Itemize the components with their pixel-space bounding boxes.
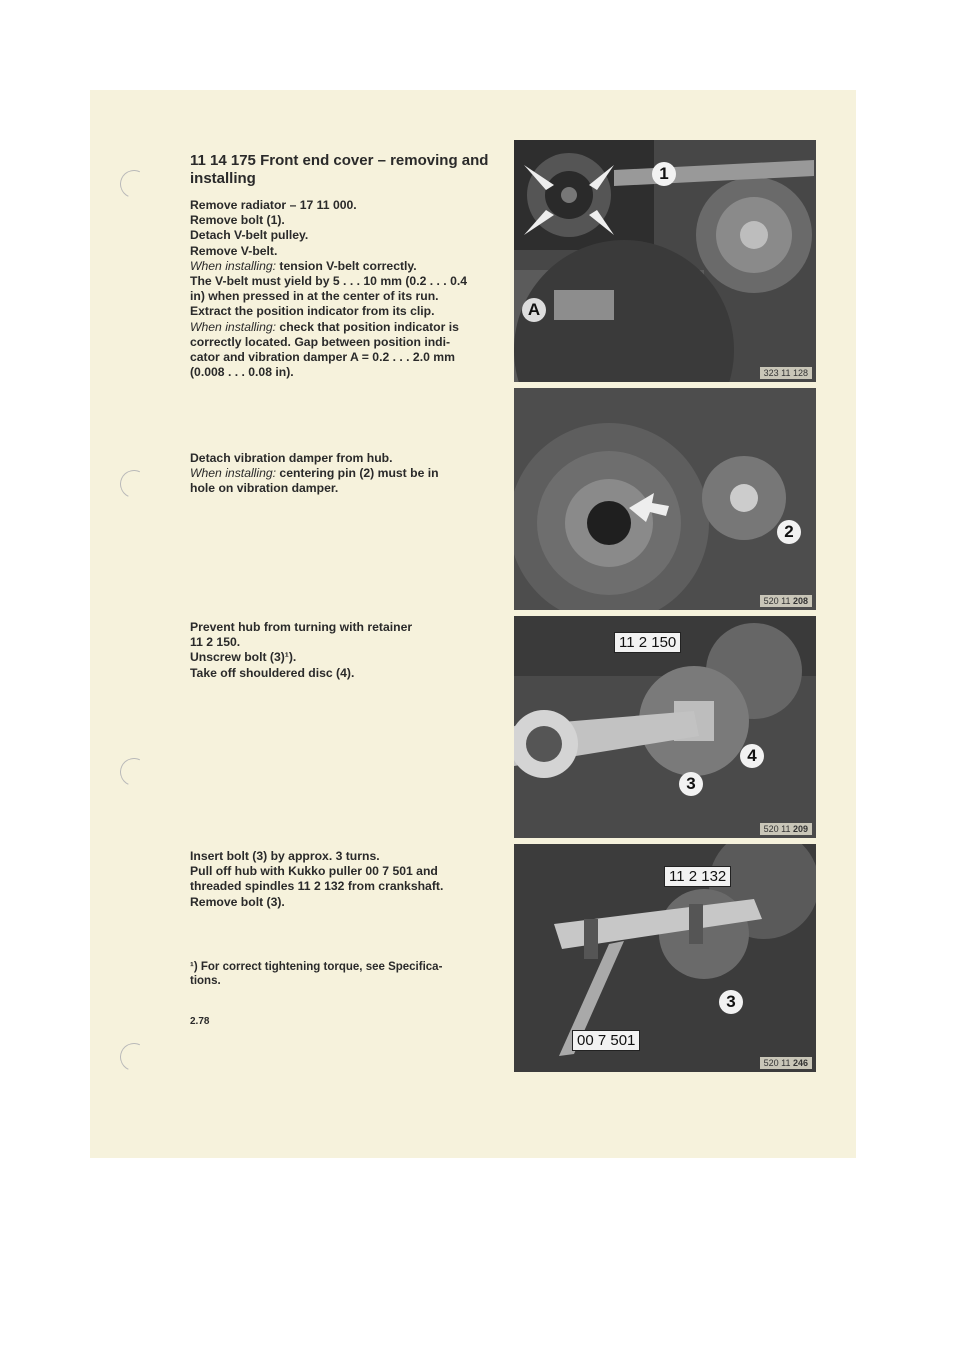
engine-photo-illustration (514, 388, 816, 610)
photo-code: 323 11 128 (760, 367, 812, 379)
photo-code: 520 11 246 (760, 1057, 812, 1069)
callout-a: A (522, 298, 546, 322)
photo-hub-retainer (514, 616, 816, 838)
callout-3: 3 (679, 772, 703, 796)
callout-3: 3 (719, 990, 743, 1014)
install-note-label: When installing: (190, 258, 277, 273)
text-line (190, 259, 502, 274)
footnote (190, 960, 502, 988)
text-line (190, 320, 502, 335)
text-line: hole on vibration damper. (190, 481, 339, 496)
section-title: 11 14 175 Front end cover – removing and installing (190, 152, 489, 187)
install-note-label: When installing: (190, 466, 277, 481)
tool-label: 11 2 132 (664, 866, 731, 887)
text-line: threaded spindles 11 2 132 from crankshaft. (190, 879, 444, 894)
text-line: Remove bolt (3). (190, 894, 285, 909)
text-line: correctly located. Gap between position indi- (190, 334, 451, 349)
footnote-line: ¹) For correct tightening torque, see Specifica- (190, 961, 443, 973)
step-pull-off-hub (190, 849, 502, 910)
install-note-label: When installing: (190, 319, 277, 334)
text-line: Remove bolt (1). (190, 213, 285, 228)
install-note-text: centering pin (2) must be in (276, 466, 439, 481)
text-line: Take off shouldered disc (4). (190, 665, 355, 680)
step-remove-radiator (190, 152, 502, 380)
step-detach-damper (190, 451, 502, 497)
text-line: in) when pressed in at the center of its run. (190, 289, 439, 304)
step-prevent-hub-turning (190, 620, 502, 681)
text-line: Remove radiator – 17 11 000. (190, 198, 357, 212)
text-line: (0.008 . . . 0.08 in). (190, 365, 294, 380)
text-line: Extract the position indicator from its clip. (190, 304, 435, 319)
text-line: Unscrew bolt (3)¹). (190, 650, 297, 665)
install-note-text: tension V-belt correctly. (276, 258, 417, 273)
photo-vibration-damper (514, 388, 816, 610)
text-line: Insert bolt (3) by approx. 3 turns. (190, 849, 380, 863)
photo-code: 520 11 209 (760, 823, 812, 835)
text-line: Remove V-belt. (190, 243, 278, 258)
text-line: cator and vibration damper A = 0.2 . . . 2.0 mm (190, 350, 455, 365)
photo-kukko-puller (514, 844, 816, 1072)
text-line: Detach vibration damper from hub. (190, 451, 393, 465)
callout-2: 2 (777, 520, 801, 544)
photo-code: 520 11 208 (760, 595, 812, 607)
text-line: Detach V-belt pulley. (190, 228, 309, 243)
text-line: 11 2 150. (190, 635, 241, 650)
tool-label: 00 7 501 (572, 1030, 640, 1051)
install-note-text: check that position indicator is (276, 319, 459, 334)
photo-pulley-position-indicator (514, 140, 816, 382)
callout-1: 1 (652, 162, 676, 186)
tool-label: 11 2 150 (614, 632, 681, 653)
callout-4: 4 (740, 744, 764, 768)
text-line: The V-belt must yield by 5 . . . 10 mm (0.2 . . . 0.4 (190, 274, 468, 289)
text-line: Pull off hub with Kukko puller 00 7 501 and (190, 864, 438, 879)
text-line: Prevent hub from turning with retainer (190, 620, 413, 634)
issue-date: 2.78 (190, 1016, 210, 1027)
text-line (190, 466, 502, 481)
footnote-line: tions. (190, 975, 221, 987)
